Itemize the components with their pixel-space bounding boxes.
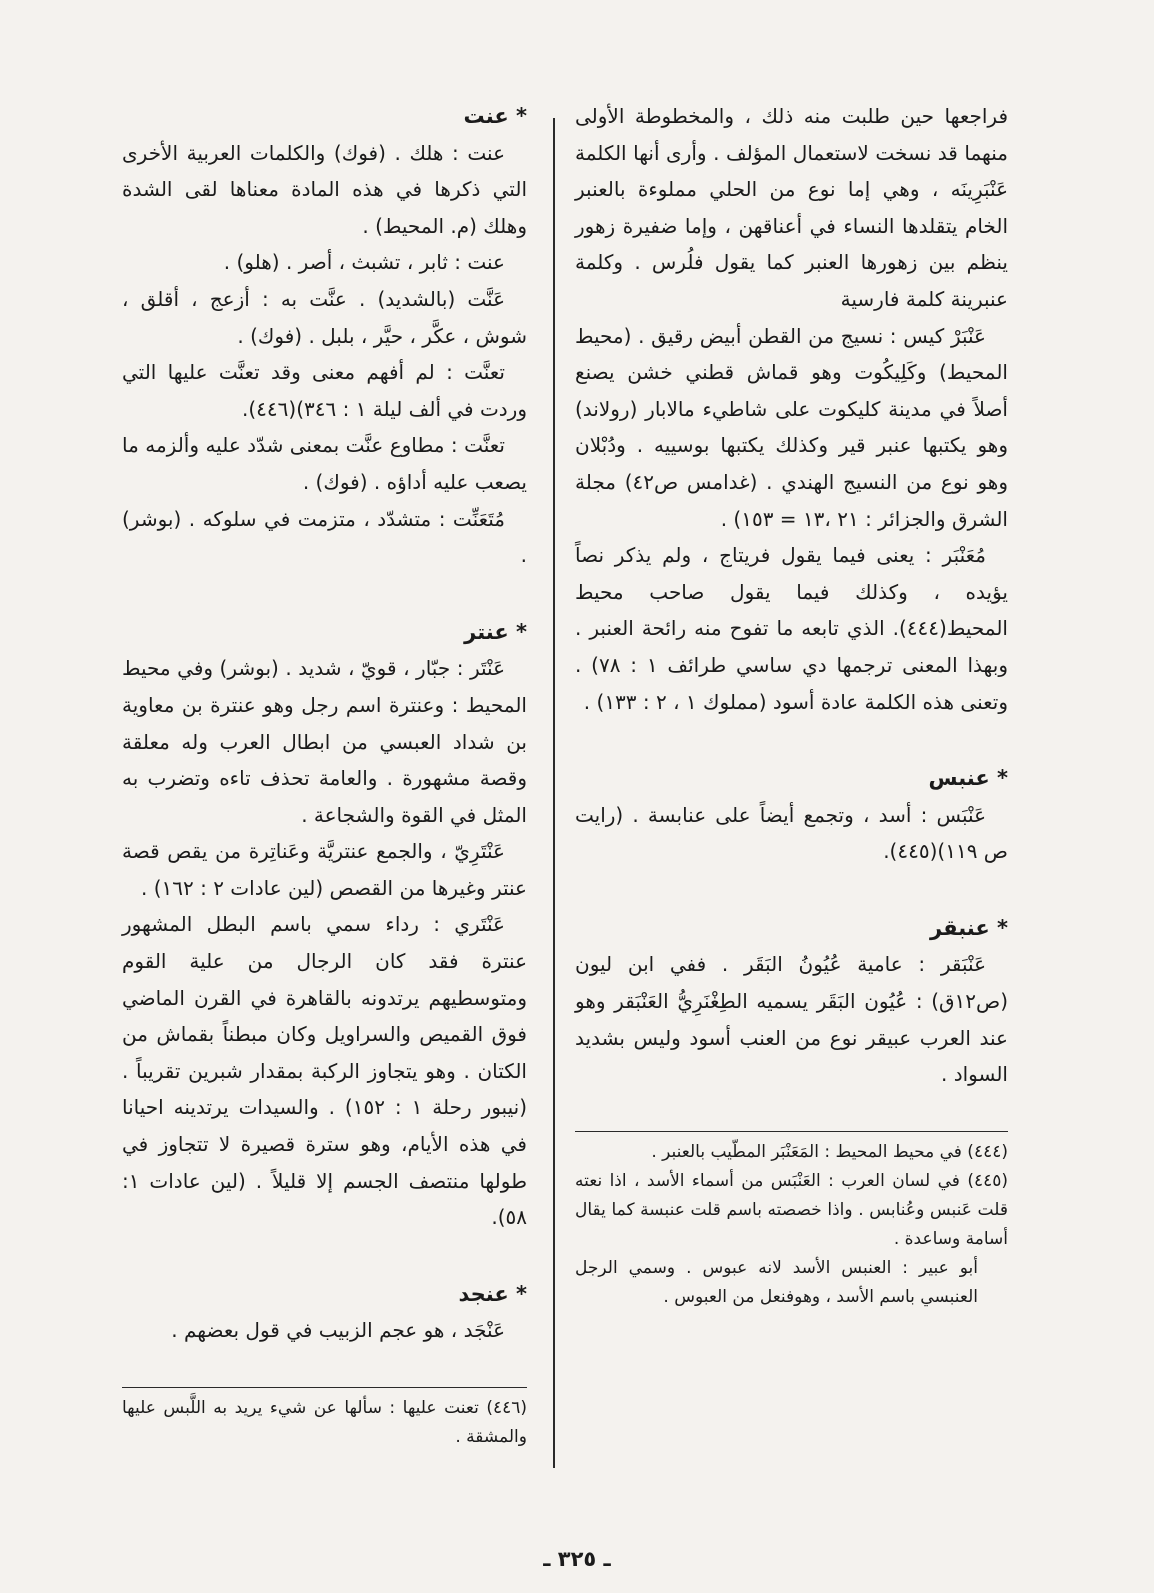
entry-paragraph: عنت : هلك . (فوك) والكلمات العربية الأخرى التي ذكرها في هذه المادة معناها لقى الشدة وهلك (م. المحيط) . <box>122 140 527 238</box>
entry-heading: * عنبس <box>928 766 1008 791</box>
spacer <box>122 1349 527 1377</box>
footnote: (٤٤٤) في محيط المحيط : المَعَنْبَر المطّيب بالعنبر . <box>651 1141 1008 1162</box>
entry-paragraph: عَنْبَس : أسد ، وتجمع أيضاً على عنابسة . (رايت ص ١١٩)(٤٤٥). <box>575 802 1008 864</box>
entry-paragraph: عَنْجَد ، هو عجم الزبيب في قول بعضهم . <box>171 1318 505 1343</box>
footnote-rule <box>575 1131 1008 1132</box>
page-number: ـ ٣٢٥ ـ <box>543 1547 611 1571</box>
entry-heading: * عنبقر <box>930 915 1008 940</box>
spacer <box>575 1093 1008 1121</box>
entry-paragraph: عَنْتَري : رداء سمي باسم البطل المشهور عنترة فقد كان الرجال من علية القوم ومتوسطيهم يرتدونه بالقاهرة في القرن الماضي فوق القميص والسراويل وكان مبطناً بقماش من الكتان . وهو يتجاوز الركبة بمقدار شبرين تقريباً . (نيبور رحلة ١ : ١٥٢) . والسيدات يرتدينه احيانا في هذه الأيام، وهو سترة قصيرة لا تتجاوز في طولها منتصف الجسم إلا قليلاً . (لين عادات ١: ٥٨). <box>122 912 527 1230</box>
spacer <box>575 720 1008 760</box>
entry-paragraph: فراجعها حين طلبت منه ذلك ، والمخطوطة الأولى منهما قد نسخت لاستعمال المؤلف . وأرى أنها الكلمة عَنْبَرِينَه ، وهي إما نوع من الحلي مملوءة بالعنبر الخام يتقلدها النساء في أعناقهن ، وإما ضفيرة زهور ينظم بين زهورها العنبر كما يقول فلُرس . وكلمة عنبرينة كلمة فارسية <box>575 104 1008 311</box>
entry-paragraph: مُعَنْبَر : يعنى فيما يقول فريتاج ، ولم يذكر نصاً يؤيده ، وكذلك فيما يقول صاحب محيط المحيط(٤٤٤). الذي تابعه ما تفوح منه رائحة العنبر . وبهذا المعنى ترجمها دي ساسي طرائف ١ : ٧٨) . وتعنى هذه الكلمة عادة أسود (مملوك ١ ، ٢ : ١٣٣) . <box>575 543 1009 714</box>
entry-heading: * عنت <box>463 104 527 128</box>
right-column <box>575 98 1008 1312</box>
entry-heading: * عنتر <box>464 619 527 644</box>
entry-paragraph: عَنْبَرْ كيس : نسيج من القطن أبيض رقيق . (محيط المحيط) وكَلِيكُوت وهو قماش قطني خشن يصنع أصلاً في مدينة كليكوت على شاطيء مالابار (رولاند) وهو يكتبها عنبر قير وكذلك يكتبها بوسييه . ودُبْلان وهو نوع من النسيج الهندي . (غدامس ص٤٢) مجلة الشرق والجزائر : ٢١ ،١٣ = ١٥٣) . <box>575 323 1008 531</box>
column-divider <box>553 118 555 1468</box>
footnote: أبو عبير : العنبس الأسد لانه عبوس . وسمي الرجل العنبسي باسم الأسد ، وهوفنعل من العبوس . <box>575 1257 978 1307</box>
spacer <box>575 870 1008 910</box>
spacer <box>122 1236 527 1276</box>
entry-paragraph: عَنْتَر : جبّار ، قويّ ، شديد . (بوشر) وفي محيط المحيط : وعنترة اسم رجل وهو عنترة بن معاوية بن شداد العبسي من ابطال العرب وله معلقة وقصة مشهورة . والعامة تحذف تاءه وتضرب به المثل في القوة والشجاعة . <box>122 656 527 827</box>
spacer <box>122 574 527 614</box>
entry-paragraph: تعنَّت : مطاوع عنَّت بمعنى شدّد عليه وألزمه ما يصعب عليه أداؤه . (فوك) . <box>122 433 527 494</box>
entry-paragraph: تعنَّت : لم أفهم معنى وقد تعنَّت عليها التي وردت في ألف ليلة ١ : ٣٤٦)(٤٤٦). <box>122 360 527 421</box>
left-column <box>122 98 527 1452</box>
footnote-rule <box>122 1387 527 1388</box>
footnote: (٤٤٥) في لسان العرب : العَنْبَس من أسماء الأسد ، اذا نعته قلت عَنبس وعُنابس . واذا خصصته باسم قلت عنبسة كما يقال أسامة وساعدة . <box>575 1170 1008 1249</box>
footnote: (٤٤٦) تعنت عليها : سألها عن شيء يريد به اللَّبس عليها والمشقة . <box>122 1398 527 1447</box>
entry-paragraph: عَنْتَرِيّ ، والجمع عنتريَّة وعَناتِرة من يقص قصة عنتر وغيرها من القصص (لين عادات ٢ : ١٦٢) . <box>122 839 527 900</box>
entry-paragraph: مُتَعَنِّت : متشدّد ، متزمت في سلوكه . (بوشر) . <box>122 506 527 568</box>
entry-paragraph: عَنْبَقر : عامية عُيُونُ البَقَر . ففي ابن ليون (ص١٢ق) : عُيُون البَقَر يسميه الطِغْنَرِيُّ العَنْبَقر وهو عند العرب عبيقر نوع من العنب أسود وليس بشديد السواد . <box>575 952 1008 1087</box>
entry-paragraph: عَنَّت (بالشديد) . عنَّت به : أزعج ، أقلق ، شوش ، عكَّر ، حيَّر ، بلبل . (فوك) . <box>122 286 527 348</box>
entry-heading: * عنجد <box>458 1281 527 1306</box>
entry-paragraph: عنت : ثابر ، تشبث ، أصر . (هلو) . <box>223 250 505 275</box>
